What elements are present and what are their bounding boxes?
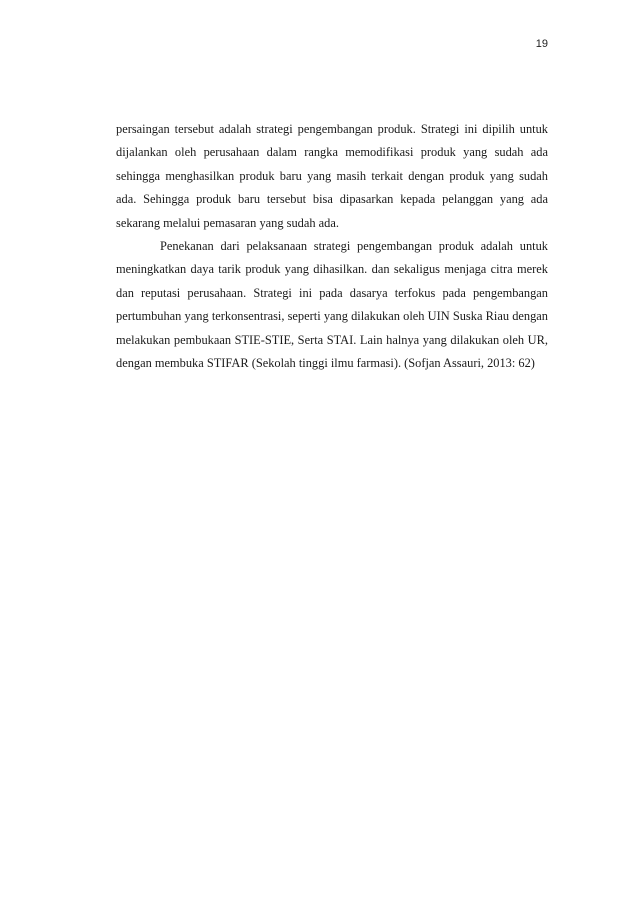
paragraph-product-development-emphasis: Penekanan dari pelaksanaan strategi pengembangan produk adalah untuk meningkatkan daya tarik produk yang dihasilkan. dan sekaligus menjaga citra merek dan reputasi perusahaan. Strategi ini pada dasarya terfokus pada pengembangan pertumbuhan yang terkonsentrasi, seperti yang dilakukan oleh UIN Suska Riau dengan melakukan pembukaan STIE-STIE, Serta STAI. Lain halnya yang dilakukan oleh UR, dengan membuka STIFAR (Sekolah tinggi ilmu farmasi). (Sofjan Assauri, 2013: 62) <box>116 239 548 371</box>
body-text <box>116 118 548 375</box>
paragraph-continuation: persaingan tersebut adalah strategi pengembangan produk. Strategi ini dipilih untuk dijalankan oleh perusahaan dalam rangka memodifikasi produk yang sudah ada sehingga menghasilkan produk baru yang masih terkait dengan produk yang sudah ada. Sehingga produk baru tersebut bisa dipasarkan kepada pelanggan yang ada sekarang melalui pemasaran yang sudah ada. <box>116 122 548 230</box>
page-number: 19 <box>535 38 548 50</box>
